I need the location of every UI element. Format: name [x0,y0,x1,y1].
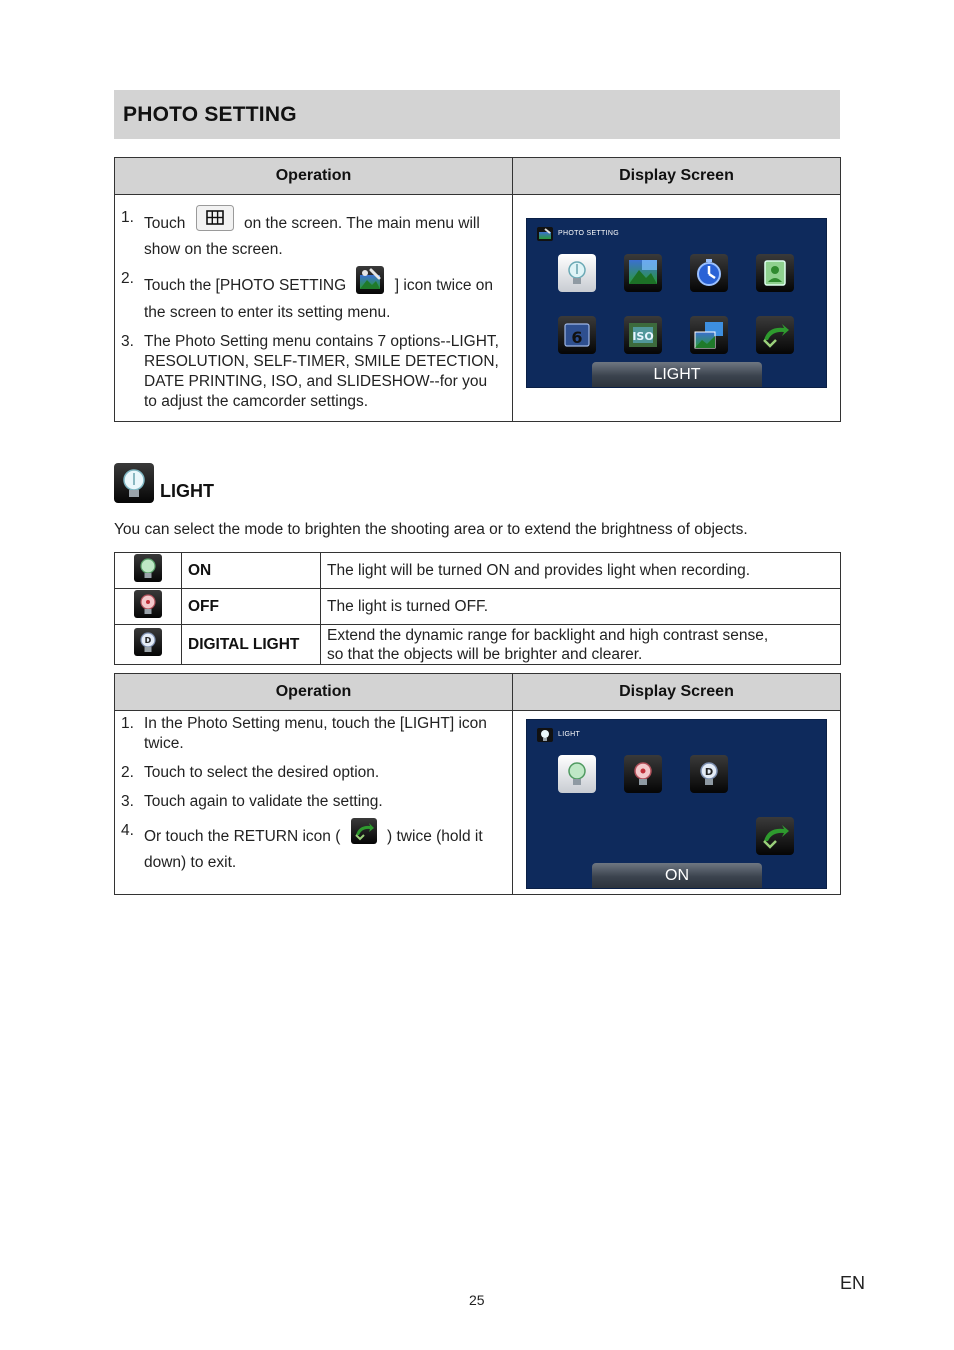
col-display-header: Display Screen [513,674,841,711]
light-section-title: LIGHT [160,481,214,501]
light-bulb-icon[interactable] [558,254,596,292]
table-row [115,625,841,665]
option-icon-cell [115,625,182,665]
option-icon-cell [115,589,182,625]
svg-text:6: 6 [571,328,583,347]
col-display-header: Display Screen [513,158,841,195]
table-row [115,589,841,625]
step-4: 4. Or touch the RETURN icon ( ) twice (hold it down) to exit. [115,821,512,873]
section-header [114,90,840,139]
step-3: 3. Touch again to validate the setting. [121,793,383,810]
option-description: The light is turned OFF. [321,589,841,625]
operation-cell [115,195,513,422]
digital-light-icon [134,628,162,656]
light-intro-text: You can select the mode to brighten the shooting area or to extend the brightness of objects. [114,521,748,538]
display-screen-photo-setting [526,218,827,388]
menu-grid-icon [196,205,234,237]
steps-list [115,714,512,873]
svg-text:ISO: ISO [632,330,654,343]
self-timer-icon[interactable] [690,254,728,292]
digital-light-icon[interactable] [690,755,728,793]
step-2: 2. Touch to select the desired option. [121,764,380,781]
smile-detection-icon[interactable] [756,254,794,292]
step-2: 2. Touch the [PHOTO SETTING ] icon twice on the screen to enter its setting menu. [115,269,512,323]
page-number: 25 [469,1292,485,1308]
return-icon[interactable] [756,817,794,855]
date-printing-icon[interactable] [558,316,596,354]
photo-setting-icon [537,227,553,246]
option-name: OFF [182,589,321,625]
photo-setting-icon [356,266,384,300]
display-screen-light [526,719,827,889]
table-row [115,553,841,589]
light-section-icon [114,463,154,508]
light-options-table [114,552,841,665]
resolution-icon[interactable] [624,254,662,292]
option-description: Extend the dynamic range for backlight and high contrast sense, so that the objects will be brighter and clearer. [321,625,841,665]
language-marker: EN [840,1273,866,1293]
light-on-icon [134,554,162,582]
light-off-icon [134,590,162,618]
operation-cell [115,711,513,895]
col-operation-header: Operation [115,158,513,195]
light-off-icon[interactable] [624,755,662,793]
option-name: ON [182,553,321,589]
screen-selected-label: LIGHT [592,362,762,387]
slideshow-icon[interactable] [690,316,728,354]
return-icon [351,818,377,850]
light-on-icon[interactable] [558,755,596,793]
steps-list [115,208,512,412]
screen-title: PHOTO SETTING [558,230,619,237]
svg-text:D: D [704,767,714,778]
svg-text:D: D [144,636,152,645]
option-name: DIGITAL LIGHT [182,625,321,665]
screen-title: LIGHT [558,731,581,738]
return-icon[interactable] [756,316,794,354]
step-1: 1. In the Photo Setting menu, touch the [LIGHT] icon twice. [121,715,487,752]
light-bulb-icon [537,728,553,747]
screen-selected-label: ON [592,863,762,888]
iso-icon[interactable] [624,316,662,354]
option-icon-cell [115,553,182,589]
option-description: The light will be turned ON and provides light when recording. [321,553,841,589]
page-title: PHOTO SETTING [123,103,297,126]
step-1: 1. Touch on the screen. The main menu will show on the screen. [115,208,512,260]
step-3: 3. The Photo Setting menu contains 7 options--LIGHT, RESOLUTION, SELF-TIMER, SMILE DETECTION, DATE PRINTING, ISO, and SLIDESHOW--for you to adjust the camcorder settings. [121,333,499,410]
col-operation-header: Operation [115,674,513,711]
